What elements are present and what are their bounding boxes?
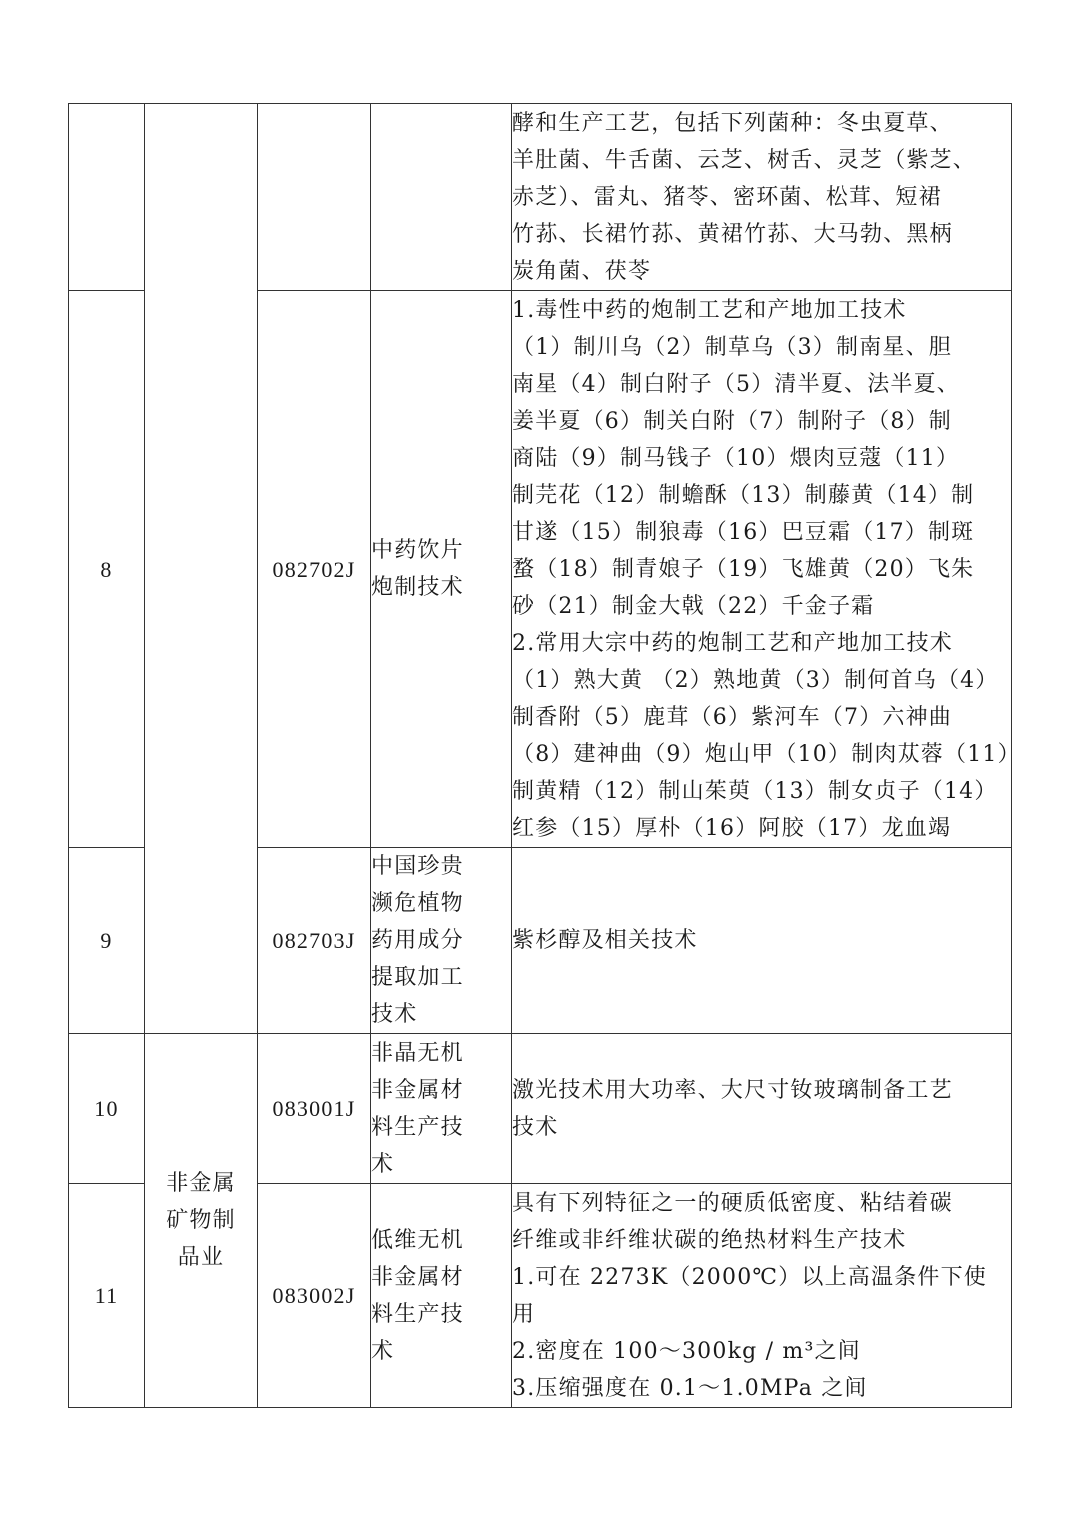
row-number-cell: 9	[69, 848, 145, 1034]
technology-name-line: 术	[371, 1338, 395, 1364]
code-cell: 083001J	[258, 1034, 371, 1184]
description-line: 南星（4）制白附子（5）清半夏、法半夏、	[512, 371, 960, 397]
code-cell: 082703J	[258, 848, 371, 1034]
description-line: （8）建神曲（9）炮山甲（10）制肉苁蓉（11）	[512, 741, 1021, 767]
description-cell	[512, 291, 1021, 848]
description-line: 1.可在 2273K（2000℃）以上高温条件下使	[512, 1264, 988, 1290]
table-row	[69, 1034, 1012, 1184]
technology-name-line: 非晶无机	[371, 1040, 464, 1066]
description-cell	[512, 104, 1012, 291]
description-line: 姜半夏（6）制关白附（7）制附子（8）制	[512, 408, 952, 434]
technology-name-cell	[371, 848, 512, 1034]
description-line: 制芫花（12）制蟾酥（13）制藤黄（14）制	[512, 482, 975, 508]
industry-line: 矿物制	[166, 1208, 236, 1233]
technology-name-line: 技术	[371, 1002, 418, 1027]
description-line: 2.常用大宗中药的炮制工艺和产地加工技术	[512, 630, 953, 656]
description-line: 甘遂（15）制狼毒（16）巴豆霜（17）制斑	[512, 519, 975, 545]
technology-name-line: 提取加工	[371, 965, 464, 990]
technology-name-line: 中药饮片	[371, 538, 464, 563]
description-cell	[512, 1034, 1012, 1184]
code-cell: 083002J	[258, 1184, 371, 1408]
technology-name-line: 炮制技术	[371, 575, 464, 600]
description-cell	[512, 848, 1012, 1034]
technology-name-line: 非金属材	[371, 1077, 464, 1103]
description-line: （1）熟大黄 （2）熟地黄（3）制何首乌（4）	[512, 667, 999, 693]
technology-name-line: 药用成分	[371, 928, 464, 953]
table-row	[69, 104, 1012, 291]
row-number-cell: 10	[69, 1034, 145, 1184]
technology-name-cell	[371, 291, 512, 848]
description-line: 砂（21）制金大戟（22）千金子霜	[512, 593, 875, 619]
description-cell	[512, 1184, 1012, 1408]
description-line: 具有下列特征之一的硬质低密度、粘结着碳	[512, 1190, 953, 1216]
industry-cell-upper	[145, 104, 258, 1034]
description-line: （1）制川乌（2）制草乌（3）制南星、胆	[512, 334, 952, 360]
technology-name-line: 术	[371, 1151, 395, 1177]
technology-name-cell	[371, 1034, 512, 1184]
technology-catalog-table	[68, 103, 1021, 1408]
industry-cell	[145, 1034, 258, 1408]
code-cell	[258, 104, 371, 291]
description-line: 商陆（9）制马钱子（10）煨肉豆蔻（11）	[512, 445, 960, 471]
description-line: 赤芝）、雷丸、猪苓、密环菌、松茸、短裙	[512, 184, 942, 210]
description-line: 技术	[512, 1114, 559, 1140]
description-line: 羊肚菌、牛舌菌、云芝、树舌、灵芝（紫芝、	[512, 147, 977, 173]
description-line: 1.毒性中药的炮制工艺和产地加工技术	[512, 297, 907, 323]
description-line: 制香附（5）鹿茸（6）紫河车（7）六神曲	[512, 704, 952, 730]
description-line: 蝥（18）制青娘子（19）飞雄黄（20）飞朱	[512, 556, 975, 582]
row-number-cell: 11	[69, 1184, 145, 1408]
description-line: 炭角菌、茯苓	[512, 258, 652, 284]
description-line: 用	[512, 1301, 536, 1327]
technology-name-line: 料生产技	[371, 1114, 464, 1140]
industry-line: 品业	[177, 1245, 225, 1270]
technology-name-line: 中国珍贵	[371, 854, 464, 879]
description-line: 2.密度在 100～300kg / m³之间	[512, 1338, 861, 1364]
description-line: 纤维或非纤维状碳的绝热材料生产技术	[512, 1227, 907, 1253]
row-number-cell: 8	[69, 291, 145, 848]
technology-name-cell	[371, 1184, 512, 1408]
description-line: 红参（15）厚朴（16）阿胶（17）龙血竭	[512, 815, 952, 841]
technology-name-cell	[371, 104, 512, 291]
code-cell: 082702J	[258, 291, 371, 848]
technology-name-line: 非金属材	[371, 1264, 464, 1290]
industry-line: 非金属	[166, 1171, 236, 1196]
description-line: 竹荪、长裙竹荪、黄裙竹荪、大马勃、黑柄	[512, 221, 953, 247]
technology-name-line: 低维无机	[371, 1227, 464, 1253]
description-line: 酵和生产工艺，包括下列菌种：冬虫夏草、	[512, 110, 953, 136]
row-number-cell	[69, 104, 145, 291]
description-line: 3.压缩强度在 0.1～1.0MPa 之间	[512, 1375, 868, 1401]
description-line: 激光技术用大功率、大尺寸钕玻璃制备工艺	[512, 1077, 953, 1103]
technology-name-line: 濒危植物	[371, 891, 464, 916]
description-line: 紫杉醇及相关技术	[512, 928, 698, 953]
technology-name-line: 料生产技	[371, 1301, 464, 1327]
description-line: 制黄精（12）制山茱萸（13）制女贞子（14）	[512, 778, 998, 804]
